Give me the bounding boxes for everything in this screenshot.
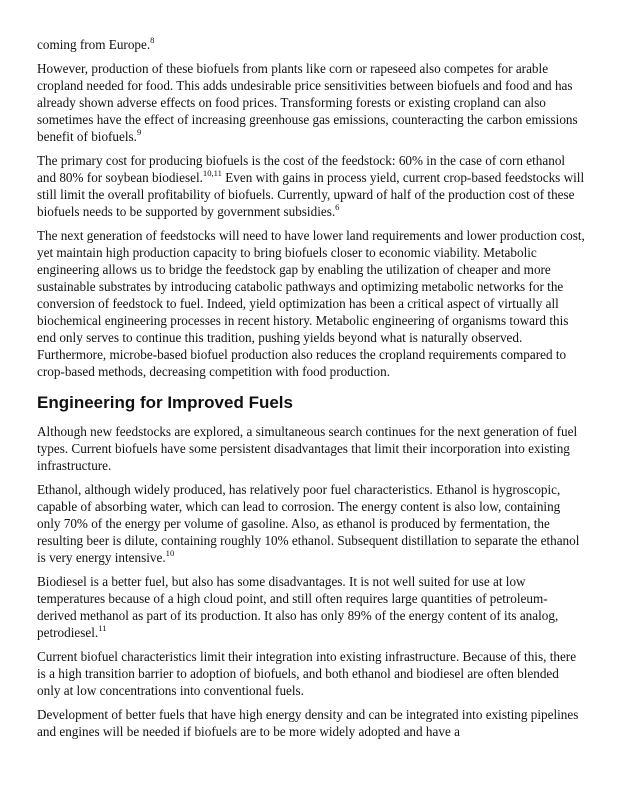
paragraph-next-generation [37, 227, 585, 380]
paragraph-text: The next generation of feedstocks will need to have lower land requirements and lower production cost, yet maintain high production capacity to bring biofuels closer to economic viability. Metabolic engineering allows us to bridge the feedstock gap by enabling the utilization of cheaper and more sustainable substrates by introducing catabolic pathways and optimizing metabolic networks for the conversion of feedstock to fuel. Indeed, yield optimization has been a critical aspect of virtually all biochemical engineering processes in recent history. Metabolic engineering of organisms toward this end only serves to continue this tradition, pushing yields beyond what is naturally observed. Furthermore, microbe-based biofuel production also reduces the cropland requirements compared to crop-based methods, decreasing competition with food production. [37, 228, 585, 379]
citation-ref: 10 [165, 547, 175, 558]
paragraph-text: Current biofuel characteristics limit their integration into existing infrastructure. Because of this, there is a high transition barrier to adoption of biofuels, and both ethanol and biodiesel are often blended only at low concentrations into conventional fuels. [37, 649, 577, 698]
citation-ref: 11 [98, 622, 107, 633]
paragraph-text: Even with gains in process yield, current crop-based feedstocks will still limit the overall profitability of biofuels. Currently, upward of half of the production cost of these biofuels needs to be supported by government subsidies. [37, 170, 585, 219]
paragraph-text: Biodiesel is a better fuel, but also has some disadvantages. It is not well suited for use at low temperatures because of a high cloud point, and still often requires large quantities of petroleum-derived methanol as part of its production. It also has only 89% of the energy content of its analog, petrodiesel. [37, 574, 559, 640]
paragraph-text: The primary cost for producing biofuels is the cost of the feedstock: 60% in the case of corn ethanol and 80% for soybean biodiesel. [37, 153, 566, 185]
paragraph-text: Ethanol, although widely produced, has relatively poor fuel characteristics. Ethanol is hygroscopic, capable of absorbing water, which can lead to corrosion. The energy content is also low, containing only 70% of the energy per volume of gasoline. Also, as ethanol is produced by fermentation, the resulting beer is dilute, containing roughly 10% ethanol. Subsequent distillation to separate the ethanol is very energy intensive. [37, 482, 580, 565]
citation-ref: 9 [136, 126, 142, 137]
paragraph-better-fuels [37, 706, 585, 740]
paragraph-ethanol [37, 481, 585, 566]
citation-ref: 8 [150, 34, 155, 45]
document-page [37, 36, 585, 747]
section-heading: Engineering for Improved Fuels [37, 393, 293, 412]
citation-ref: 10,11 [202, 167, 222, 178]
paragraph-text: coming from Europe. [37, 37, 151, 52]
citation-ref: 6 [335, 201, 340, 212]
paragraph-text: However, production of these biofuels from plants like corn or rapeseed also competes for arable cropland needed for food. This adds undesirable price sensitivities between biofuels and food and has already shown adverse effects on food prices. Transforming forests or existing cropland can also sometimes have the effect of increasing greenhouse gas emissions, counteracting the carbon emissions benefit of biofuels. [37, 61, 578, 144]
paragraph-text: Development of better fuels that have high energy density and can be integrated into existing pipelines and engines will be needed if biofuels are to be more widely adopted and have a [37, 707, 579, 739]
paragraph-infrastructure [37, 648, 585, 699]
paragraph-text: Although new feedstocks are explored, a simultaneous search continues for the next generation of fuel types. Current biofuels have some persistent disadvantages that limit their incorporation into existing infrastructure. [37, 424, 578, 473]
paragraph-biodiesel [37, 573, 585, 641]
paragraph-fuel-types [37, 423, 585, 474]
paragraph-europe [37, 36, 585, 53]
paragraph-feedstock-cost [37, 152, 585, 220]
paragraph-cropland-competition [37, 60, 585, 145]
